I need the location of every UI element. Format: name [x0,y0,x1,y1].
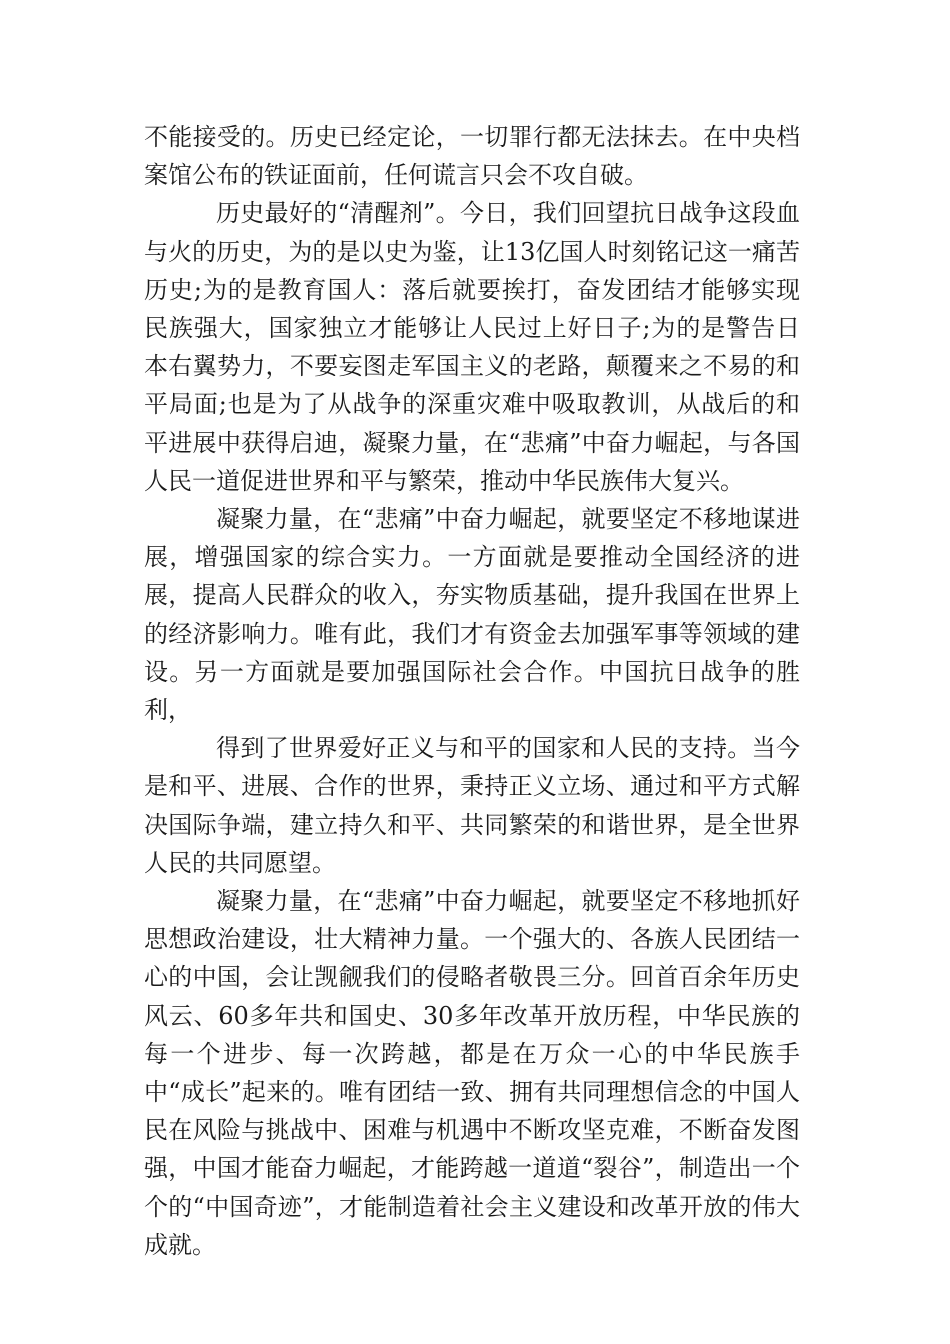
paragraph-2: 历史最好的“清醒剂”。今日，我们回望抗日战争这段血与火的历史，为的是以史为鉴，让13亿国人时刻铭记这一痛苦历史;为的是教育国人：落后就要挨打，奋发团结才能够实现民族强大，国家独立才能够让人民过上好日子;为的是警告日本右翼势力，不要妄图走军国主义的老路，颠覆来之不易的和平局面;也是为了从战争的深重灾难中吸取教训，从战后的和平进展中获得启迪，凝聚力量，在“悲痛”中奋力崛起，与各国人民一道促进世界和平与繁荣，推动中华民族伟大复兴。 [144,199,800,495]
paragraph-5: 凝聚力量，在“悲痛”中奋力崛起，就要坚定不移地抓好思想政治建设，壮大精神力量。一个强大的、各族人民团结一心的中国，会让觊觎我们的侵略者敬畏三分。回首百余年历史风云、60多年共和国史、30多年改革开放历程，中华民族的每一个进步、每一次跨越，都是在万众一心的中华民族手中“成长”起来的。唯有团结一致、拥有共同理想信念的中国人民在风险与挑战中、困难与机遇中不断攻坚克难，不断奋发图强，中国才能奋力崛起，才能跨越一道道“裂谷”，制造出一个个的“中国奇迹”，才能制造着社会主义建设和改革开放的伟大成就。 [144,887,800,1259]
document-body [144,118,800,1264]
paragraph-3: 凝聚力量，在“悲痛”中奋力崛起，就要坚定不移地谋进展，增强国家的综合实力。一方面就是要推动全国经济的进展，提高人民群众的收入，夯实物质基础，提升我国在世界上的经济影响力。唯有此，我们才有资金去加强军事等领域的建设。另一方面就是要加强国际社会合作。中国抗日战争的胜利， [144,505,800,725]
paragraph-4: 得到了世界爱好正义与和平的国家和人民的支持。当今是和平、进展、合作的世界，秉持正义立场、通过和平方式解决国际争端，建立持久和平、共同繁荣的和谐世界，是全世界人民的共同愿望。 [144,734,800,877]
paragraph-1: 不能接受的。历史已经定论，一切罪行都无法抹去。在中央档案馆公布的铁证面前，任何谎言只会不攻自破。 [144,123,800,190]
